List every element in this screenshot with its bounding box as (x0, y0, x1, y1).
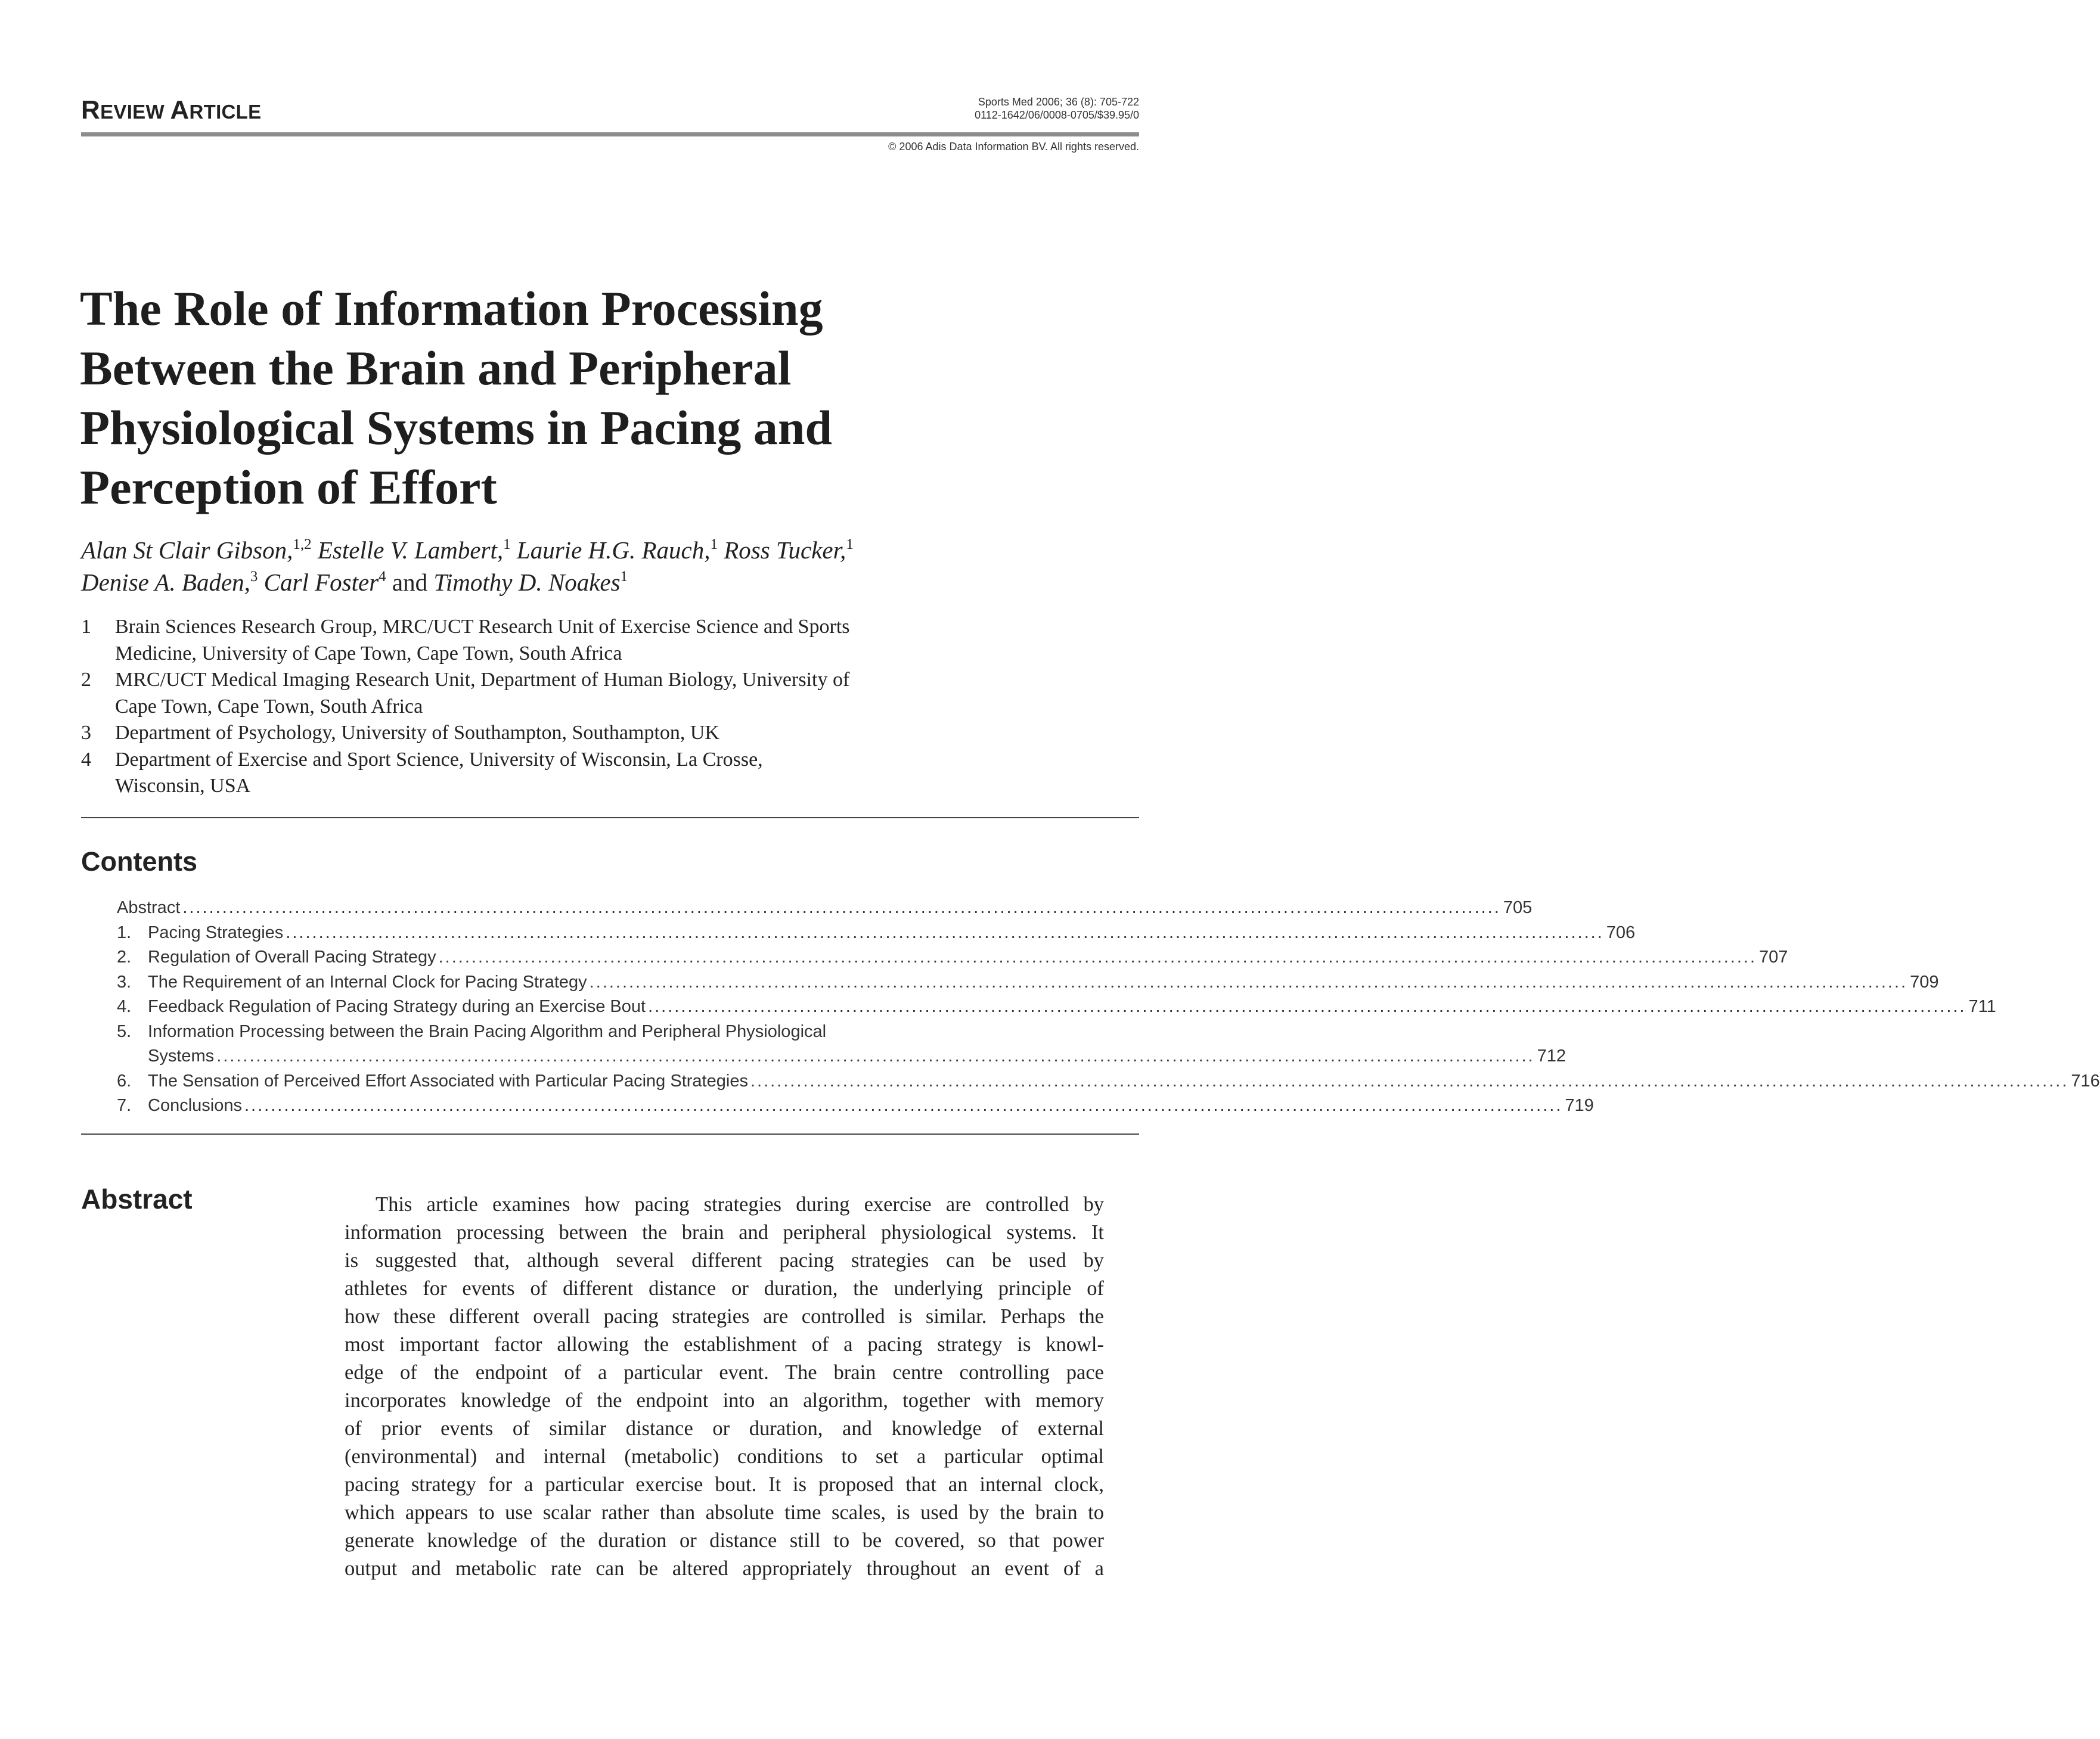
toc-section-number: 5. (117, 1021, 132, 1041)
section-divider (81, 817, 1139, 818)
article-code: 0112-1642/06/0008-0705/$39.95/0 (975, 109, 1139, 121)
article-type-label (81, 95, 261, 125)
toc-page-number: 719 (1565, 1096, 1594, 1115)
toc-entry-title: Regulation of Overall Pacing Strategy (148, 948, 436, 967)
abstract-line: most important factor allowing the establishment of a pacing strategy is knowl- (345, 1333, 1104, 1356)
author-affiliation-mark: 4 (379, 569, 386, 585)
article-title (80, 279, 1093, 517)
toc-entry-title: The Sensation of Perceived Effort Associated with Particular Pacing Strategies (148, 1071, 748, 1091)
abstract-line: generate knowledge of the duration or distance still to be covered, so that power (345, 1529, 1104, 1552)
toc-leader-dots: ........................................................................................................................................................................................................ (244, 1096, 1563, 1115)
toc-page-number: 711 (1968, 997, 1996, 1016)
author-name: Laurie H.G. Rauch, (510, 536, 711, 564)
author-conjunction: and (386, 569, 434, 596)
affiliation-text: Wisconsin, USA (115, 775, 251, 797)
section-divider (81, 1134, 1139, 1135)
affiliation-text: MRC/UCT Medical Imaging Research Unit, Department of Human Biology, University of (115, 669, 850, 691)
article-type-part: A (170, 95, 190, 125)
author-name: Carl Foster (258, 569, 379, 596)
title-line: Perception of Effort (80, 460, 497, 514)
affiliation-text: Department of Exercise and Sport Science, University of Wisconsin, La Crosse, (115, 748, 763, 771)
affiliation-text: Brain Sciences Research Group, MRC/UCT Research Unit of Exercise Science and Sports (115, 616, 850, 638)
toc-entry[interactable] (117, 945, 1788, 970)
toc-page-number: 712 (1537, 1046, 1567, 1066)
article-type-part: RTICLE (189, 101, 262, 123)
toc-entry-title-continuation: Systems (148, 1046, 215, 1066)
toc-page-number: 716 (2071, 1071, 2100, 1091)
header-rule (81, 132, 1139, 136)
author-affiliation-mark: 3 (250, 569, 258, 585)
abstract-line: edge of the endpoint of a particular event. The brain centre controlling pace (345, 1361, 1104, 1384)
author-name: Alan St Clair Gibson, (81, 536, 293, 564)
toc-section-number: 2. (117, 948, 132, 967)
abstract-line: which appears to use scalar rather than absolute time scales, is used by the brain to (345, 1501, 1104, 1524)
toc-section-number: 3. (117, 972, 132, 992)
affiliation-number: 4 (81, 748, 91, 771)
abstract-line: pacing strategy for a particular exercise bout. It is proposed that an internal clock, (345, 1473, 1104, 1496)
toc-entry[interactable] (117, 1069, 2100, 1094)
abstract-line: is suggested that, although several different pacing strategies can be used by (345, 1249, 1104, 1272)
abstract-line: how these different overall pacing strategies are controlled is similar. Perhaps the (345, 1305, 1104, 1328)
copyright-notice: © 2006 Adis Data Information BV. All rights reserved. (888, 141, 1139, 153)
author-affiliation-mark: 1 (710, 536, 718, 552)
toc-section-number: 4. (117, 997, 132, 1016)
toc-entry[interactable] (117, 1020, 1104, 1045)
toc-entry-continuation[interactable] (117, 1044, 1567, 1069)
title-line: Between the Brain and Peripheral (80, 341, 792, 395)
article-type-part: R (81, 95, 101, 125)
table-of-contents (117, 896, 2100, 1119)
toc-page-number: 705 (1503, 898, 1533, 917)
toc-entry-title: Abstract (117, 898, 181, 917)
author-name: Timothy D. Noakes (433, 569, 621, 596)
citation-block (975, 95, 1139, 122)
affiliation-number: 3 (81, 722, 91, 744)
toc-leader-dots: ........................................................................................................................................................................................................ (589, 972, 1908, 992)
affiliation-item (81, 614, 1130, 667)
toc-entry-title: Information Processing between the Brain Pacing Algorithm and Peripheral Physiological (148, 1021, 827, 1041)
toc-entry-title: Conclusions (148, 1096, 242, 1115)
affiliation-item (81, 747, 1130, 800)
toc-page-number: 706 (1606, 923, 1636, 942)
author-affiliation-mark: 1 (846, 536, 854, 552)
toc-entry-title: The Requirement of an Internal Clock for Pacing Strategy (148, 972, 587, 992)
affiliation-text: Medicine, University of Cape Town, Cape Town, South Africa (115, 642, 622, 664)
journal-citation: Sports Med 2006; 36 (8): 705-722 (978, 96, 1139, 108)
title-line: The Role of Information Processing (80, 281, 823, 336)
toc-leader-dots: ........................................................................................................................................................................................................ (750, 1071, 2069, 1091)
toc-section-number: 7. (117, 1096, 132, 1115)
author-line (81, 534, 1130, 566)
author-affiliation-mark: 1 (503, 536, 511, 552)
toc-page-number: 707 (1759, 948, 1788, 967)
abstract-line: of prior events of similar distance or duration, and knowledge of external (345, 1417, 1104, 1440)
toc-entry-title: Feedback Regulation of Pacing Strategy during an Exercise Bout (148, 997, 646, 1016)
abstract-line: incorporates knowledge of the endpoint into an algorithm, together with memory (345, 1389, 1104, 1412)
affiliation-item (81, 720, 1130, 747)
toc-entry-title: Pacing Strategies (148, 923, 284, 942)
affiliation-list (81, 614, 1130, 800)
affiliation-number: 1 (81, 616, 91, 638)
contents-heading: Contents (81, 846, 197, 877)
abstract-heading: Abstract (81, 1184, 193, 1215)
abstract-text (345, 1191, 1104, 1583)
toc-entry[interactable] (117, 1094, 1594, 1119)
affiliation-item (81, 667, 1130, 720)
abstract-line: information processing between the brain and peripheral physiological systems. It (345, 1221, 1104, 1244)
author-list (81, 534, 1130, 598)
toc-leader-dots: ........................................................................................................................................................................................................ (648, 997, 1966, 1016)
toc-leader-dots: ........................................................................................................................................................................................................ (216, 1046, 1535, 1066)
toc-entry[interactable] (117, 970, 1939, 995)
abstract-line: (environmental) and internal (metabolic) conditions to set a particular optimal (345, 1445, 1104, 1468)
toc-entry[interactable] (117, 921, 1636, 946)
toc-leader-dots: ........................................................................................................................................................................................................ (286, 923, 1604, 942)
toc-leader-dots: ........................................................................................................................................................................................................ (182, 898, 1501, 917)
article-type-part: EVIEW (100, 101, 170, 123)
abstract-line: athletes for events of different distance or duration, the underlying principle of (345, 1277, 1104, 1300)
toc-entry[interactable] (117, 995, 1996, 1020)
title-line: Physiological Systems in Pacing and (80, 400, 833, 455)
affiliation-text: Cape Town, Cape Town, South Africa (115, 695, 423, 718)
affiliation-text: Department of Psychology, University of Southampton, Southampton, UK (115, 722, 719, 744)
author-affiliation-mark: 1,2 (293, 536, 312, 552)
toc-entry-abstract[interactable] (117, 896, 1533, 921)
author-affiliation-mark: 1 (620, 569, 628, 585)
author-name: Ross Tucker, (717, 536, 846, 564)
toc-leader-dots: ........................................................................................................................................................................................................ (438, 948, 1757, 967)
author-name: Estelle V. Lambert, (311, 536, 504, 564)
abstract-line: output and metabolic rate can be altered appropriately throughout an event of a (345, 1557, 1104, 1580)
toc-section-number: 1. (117, 923, 132, 942)
abstract-line: This article examines how pacing strategies during exercise are controlled by (376, 1193, 1104, 1216)
toc-section-number: 6. (117, 1071, 132, 1091)
affiliation-number: 2 (81, 669, 91, 691)
toc-page-number: 709 (1910, 972, 1939, 992)
author-name: Denise A. Baden, (81, 569, 250, 596)
author-line (81, 566, 1130, 598)
